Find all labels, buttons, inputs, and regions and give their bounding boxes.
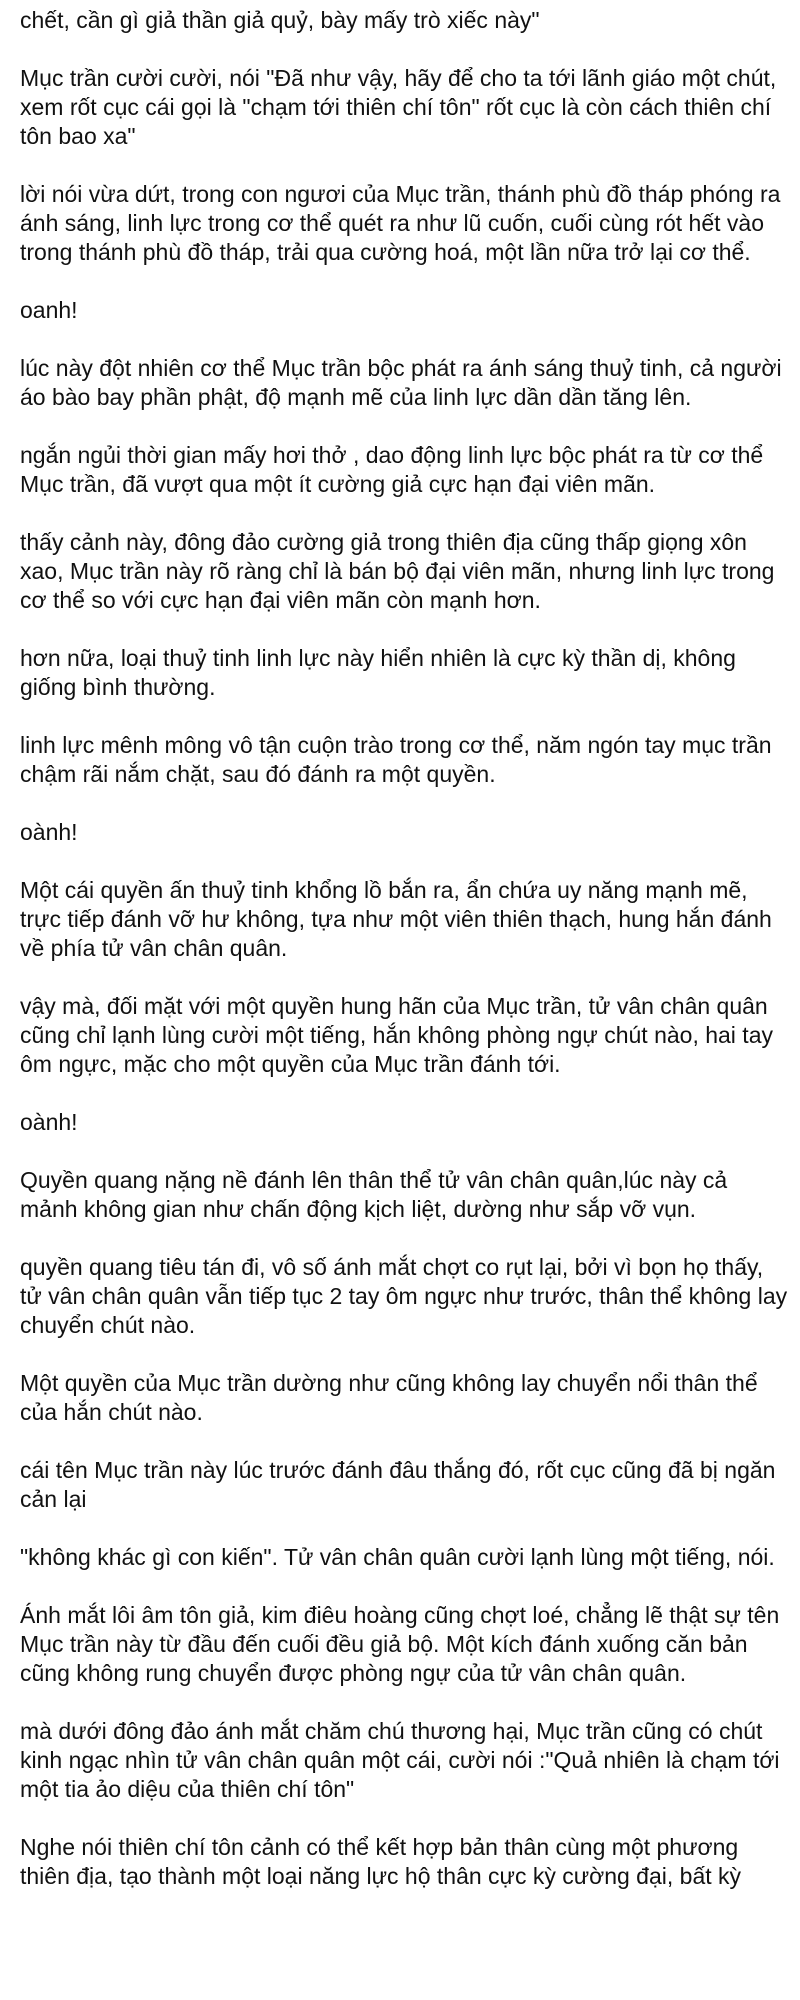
paragraph-10: oành! (20, 819, 78, 845)
paragraph-19: Ánh mắt lôi âm tôn giả, kim điêu hoàng cũng chợt loé, chẳng lẽ thật sự tên Mục trần này từ đầu đến cuối đều giả bộ. Một kích đánh xuống căn bản cũng không rung chuyển được phòng ngự của tử vân chân quân. (20, 1602, 780, 1686)
paragraph-15: quyền quang tiêu tán đi, vô số ánh mắt chợt co rụt lại, bởi vì bọn họ thấy, tử vân chân quân vẫn tiếp tục 2 tay ôm ngực như trước, thân thể không lay chuyển chút nào. (20, 1254, 788, 1338)
paragraph-14: Quyền quang nặng nề đánh lên thân thể tử vân chân quân,lúc này cả mảnh không gian như chấn động kịch liệt, dường như sắp vỡ vụn. (20, 1167, 728, 1222)
paragraph-13: oành! (20, 1109, 78, 1135)
paragraph-16: Một quyền của Mục trần dường như cũng không lay chuyển nổi thân thể của hắn chút nào. (20, 1370, 758, 1425)
paragraph-2: Mục trần cười cười, nói "Đã như vậy, hãy để cho ta tới lãnh giáo một chút, xem rốt cục cái gọi là "chạm tới thiên chí tôn" rốt cục là còn cách thiên chí tôn bao xa" (20, 65, 777, 149)
paragraph-11: Một cái quyền ấn thuỷ tinh khổng lồ bắn ra, ẩn chứa uy năng mạnh mẽ, trực tiếp đánh vỡ hư không, tựa như một viên thiên thạch, hung hắn đánh về phía tử vân chân quân. (20, 877, 772, 961)
paragraph-8: hơn nữa, loại thuỷ tinh linh lực này hiển nhiên là cực kỳ thần dị, không giống bình thường. (20, 645, 736, 700)
paragraph-20: mà dưới đông đảo ánh mắt chăm chú thương hại, Mục trần cũng có chút kinh ngạc nhìn tử vân chân quân một cái, cười nói :"Quả nhiên là chạm tới một tia ảo diệu của thiên chí tôn" (20, 1718, 780, 1802)
paragraph-18: "không khác gì con kiến". Tử vân chân quân cười lạnh lùng một tiếng, nói. (20, 1544, 775, 1570)
paragraph-9: linh lực mênh mông vô tận cuộn trào trong cơ thể, năm ngón tay mục trần chậm rãi nắm chặt, sau đó đánh ra một quyền. (20, 732, 772, 787)
paragraph-1: chết, cần gì giả thần giả quỷ, bày mấy trò xiếc này" (20, 7, 540, 33)
paragraph-6: ngắn ngủi thời gian mấy hơi thở , dao động linh lực bộc phát ra từ cơ thể Mục trần, đã vượt qua một ít cường giả cực hạn đại viên mãn. (20, 442, 764, 497)
paragraph-3: lời nói vừa dứt, trong con ngươi của Mục trần, thánh phù đồ tháp phóng ra ánh sáng, linh lực trong cơ thể quét ra như lũ cuốn, cuối cùng rót hết vào trong thánh phù đồ tháp, trải qua cường hoá, một lần nữa trở lại cơ thể. (20, 181, 781, 265)
paragraph-17: cái tên Mục trần này lúc trước đánh đâu thắng đó, rốt cục cũng đã bị ngăn cản lại (20, 1457, 776, 1512)
paragraph-4: oanh! (20, 297, 78, 323)
paragraph-7: thấy cảnh này, đông đảo cường giả trong thiên địa cũng thấp giọng xôn xao, Mục trần này rõ ràng chỉ là bán bộ đại viên mãn, nhưng linh lực trong cơ thể so với cực hạn đại viên mãn còn mạnh hơn. (20, 529, 775, 613)
paragraph-5: lúc này đột nhiên cơ thể Mục trần bộc phát ra ánh sáng thuỷ tinh, cả người áo bào bay phần phật, độ mạnh mẽ của linh lực dần dần tăng lên. (20, 355, 782, 410)
paragraph-21: Nghe nói thiên chí tôn cảnh có thể kết hợp bản thân cùng một phương thiên địa, tạo thành một loại năng lực hộ thân cực kỳ cường đại, bất kỳ (20, 1834, 742, 1889)
paragraph-12: vậy mà, đối mặt với một quyền hung hãn của Mục trần, tử vân chân quân cũng chỉ lạnh lùng cười một tiếng, hắn không phòng ngự chút nào, hai tay ôm ngực, mặc cho một quyền của Mục trần đánh tới. (20, 993, 773, 1077)
